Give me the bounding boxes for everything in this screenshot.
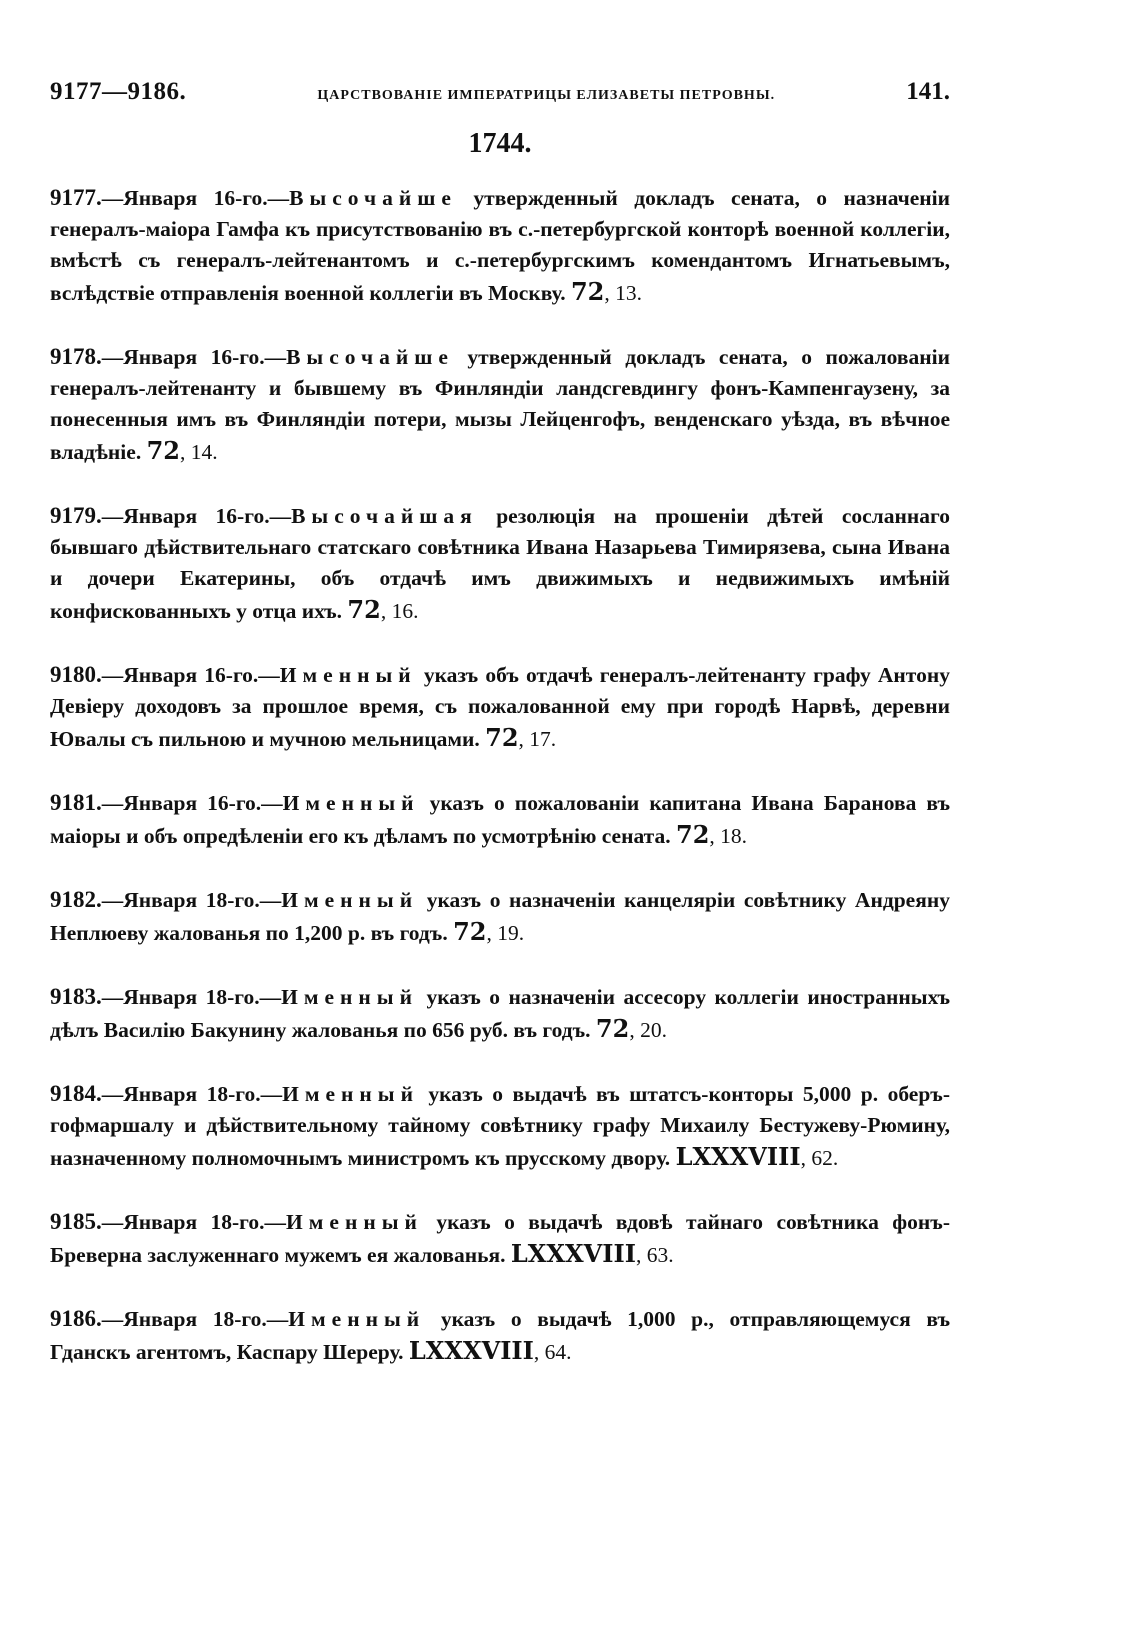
entry-volume: 72 — [146, 436, 180, 465]
entry-kind: Именный — [282, 1082, 419, 1106]
entry-number: 9179. — [50, 503, 102, 528]
entry-number: 9182. — [50, 887, 102, 912]
entry-column: , 63. — [635, 1243, 674, 1267]
page-number: 141. — [906, 78, 950, 105]
entry-text: указъ о назначеніи ассесору коллегіи иностранныхъ дѣлъ Василію Бакунину жалованья по 656 руб. въ годъ. — [50, 985, 950, 1042]
entry-volume: 72 — [570, 277, 605, 306]
entry-volume: LXXXVIII — [408, 1336, 534, 1365]
entry-column: , 16. — [380, 599, 419, 623]
entry-number: 9184. — [50, 1081, 102, 1106]
entry-date: —Января 18-го.— — [101, 1082, 283, 1106]
entry-volume: 72 — [347, 595, 381, 624]
entry-column: , 20. — [629, 1018, 667, 1042]
entry-column: , 14. — [179, 440, 218, 464]
entry-text: указъ о выдачѣ въ штатсъ-конторы 5,000 р. оберъ-гофмаршалу и дѣйствительному тайному совѣтнику графу Михаилу Бестужеву-Рюмину, назначенному полномочнымъ министромъ къ прусскому двору. — [50, 1082, 950, 1170]
entry-9178 — [50, 341, 950, 468]
entry-volume: 72 — [485, 723, 519, 752]
entry-column: , 19. — [486, 921, 525, 945]
entry-volume: LXXXVIII — [510, 1239, 636, 1268]
entry-9184 — [50, 1078, 950, 1174]
entry-text: указъ о назначеніи канцеляріи совѣтнику Андреяну Неплюеву жалованья по 1,200 р. въ годъ. — [50, 888, 950, 945]
entry-volume: LXXXVIII — [675, 1142, 801, 1171]
entry-column: , 62. — [800, 1146, 839, 1170]
entry-number: 9177. — [50, 185, 102, 210]
entry-column: , 13. — [604, 281, 642, 305]
entry-column: , 64. — [533, 1340, 572, 1364]
entry-9186 — [50, 1303, 950, 1368]
entry-9183 — [50, 981, 950, 1046]
entry-text: указъ о выдачѣ вдовѣ тайнаго совѣтника фонъ-Бреверна заслуженнаго мужемъ ея жалованья. — [50, 1210, 950, 1267]
running-head — [50, 78, 950, 118]
entry-number: 9181. — [50, 790, 102, 815]
entry-date: —Января 16-го.— — [101, 504, 292, 528]
entry-date: —Января 18-го.— — [101, 985, 282, 1009]
entry-column: , 18. — [709, 824, 748, 848]
entry-number: 9178. — [50, 344, 102, 369]
year-heading: 1744. — [468, 128, 532, 159]
entry-volume: 72 — [453, 917, 487, 946]
entry-9181 — [50, 787, 950, 852]
entry-date: —Января 16-го.— — [101, 791, 283, 815]
entry-kind: Именный — [281, 888, 419, 912]
entry-9185 — [50, 1206, 950, 1271]
entry-9177 — [50, 182, 950, 309]
running-title: ЦАРСТВОВАНІЕ ИМПЕРАТРИЦЫ ЕЛИЗАВЕТЫ ПЕТРОВНЫ. — [317, 88, 776, 103]
entry-date: —Января 18-го.— — [101, 1210, 287, 1234]
entry-number: 9183. — [50, 984, 102, 1009]
entry-9182 — [50, 884, 950, 949]
entry-number: 9180. — [50, 662, 102, 687]
entry-kind: Высочайше — [286, 345, 454, 369]
entry-kind: Именный — [282, 791, 420, 815]
entry-date: —Января 16-го.— — [101, 186, 290, 210]
entry-volume: 72 — [595, 1014, 630, 1043]
entry-kind: Именный — [279, 663, 417, 687]
entry-range: 9177—9186. — [50, 78, 187, 105]
entry-date: —Января 18-го.— — [101, 1307, 289, 1331]
entry-kind: Высочайше — [289, 186, 457, 210]
entry-column: , 17. — [518, 727, 557, 751]
entry-date: —Января 16-го.— — [101, 663, 280, 687]
entry-text: указъ о выдачѣ 1,000 р., отправляющемуся въ Гданскъ агентомъ, Каспару Шереру. — [50, 1307, 950, 1364]
entry-kind: Именный — [286, 1210, 423, 1234]
entry-number: 9186. — [50, 1306, 102, 1331]
entry-number: 9185. — [50, 1209, 102, 1234]
entry-date: —Января 18-го.— — [101, 888, 282, 912]
document-page — [50, 78, 950, 1400]
entry-text: резолюція на прошеніи дѣтей сосланнаго бывшаго дѣйствительнаго статскаго совѣтника Ивана Назарьева Тимирязева, сына Ивана и дочери Екатерины, объ отдачѣ имъ движимыхъ и недвижимыхъ имѣній конфискованныхъ у отца ихъ. — [50, 504, 950, 623]
entry-text: утвержденный докладъ сената, о пожалованіи генералъ-лейтенанту и бывшему въ Финляндіи ландсгевдингу фонъ-Кампенгаузену, за понесенныя имъ въ Финляндіи потери, мызы Лейценгофъ, венденскаго уѣзда, въ вѣчное владѣніе. — [50, 345, 950, 464]
entry-9180 — [50, 659, 950, 755]
entry-volume: 72 — [676, 820, 710, 849]
entry-text: указъ объ отдачѣ генералъ-лейтенанту графу Антону Девіеру доходовъ за прошлое время, съ пожалованной ему при городѣ Нарвѣ, деревни Ювалы съ пильною и мучною мельницами. — [50, 663, 950, 751]
entry-date: —Января 16-го.— — [101, 345, 287, 369]
entry-kind: Высочайшая — [291, 504, 478, 528]
entry-9179 — [50, 500, 950, 627]
entry-text: утвержденный докладъ сената, о назначеніи генералъ-маіора Гамфа къ присутствованію въ с.-петербургской конторѣ военной коллегіи, вмѣстѣ съ генералъ-лейтенантомъ и с.-петербургскимъ комендантомъ Игнатьевымъ, вслѣдствіе отправленія военной коллегіи въ Москву. — [50, 186, 950, 305]
entries-list — [50, 182, 950, 1368]
entry-text: указъ о пожалованіи капитана Ивана Баранова въ маіоры и объ опредѣленіи его къ дѣламъ по усмотрѣнію сената. — [50, 791, 950, 848]
entry-kind: Именный — [288, 1307, 426, 1331]
entry-kind: Именный — [281, 985, 418, 1009]
